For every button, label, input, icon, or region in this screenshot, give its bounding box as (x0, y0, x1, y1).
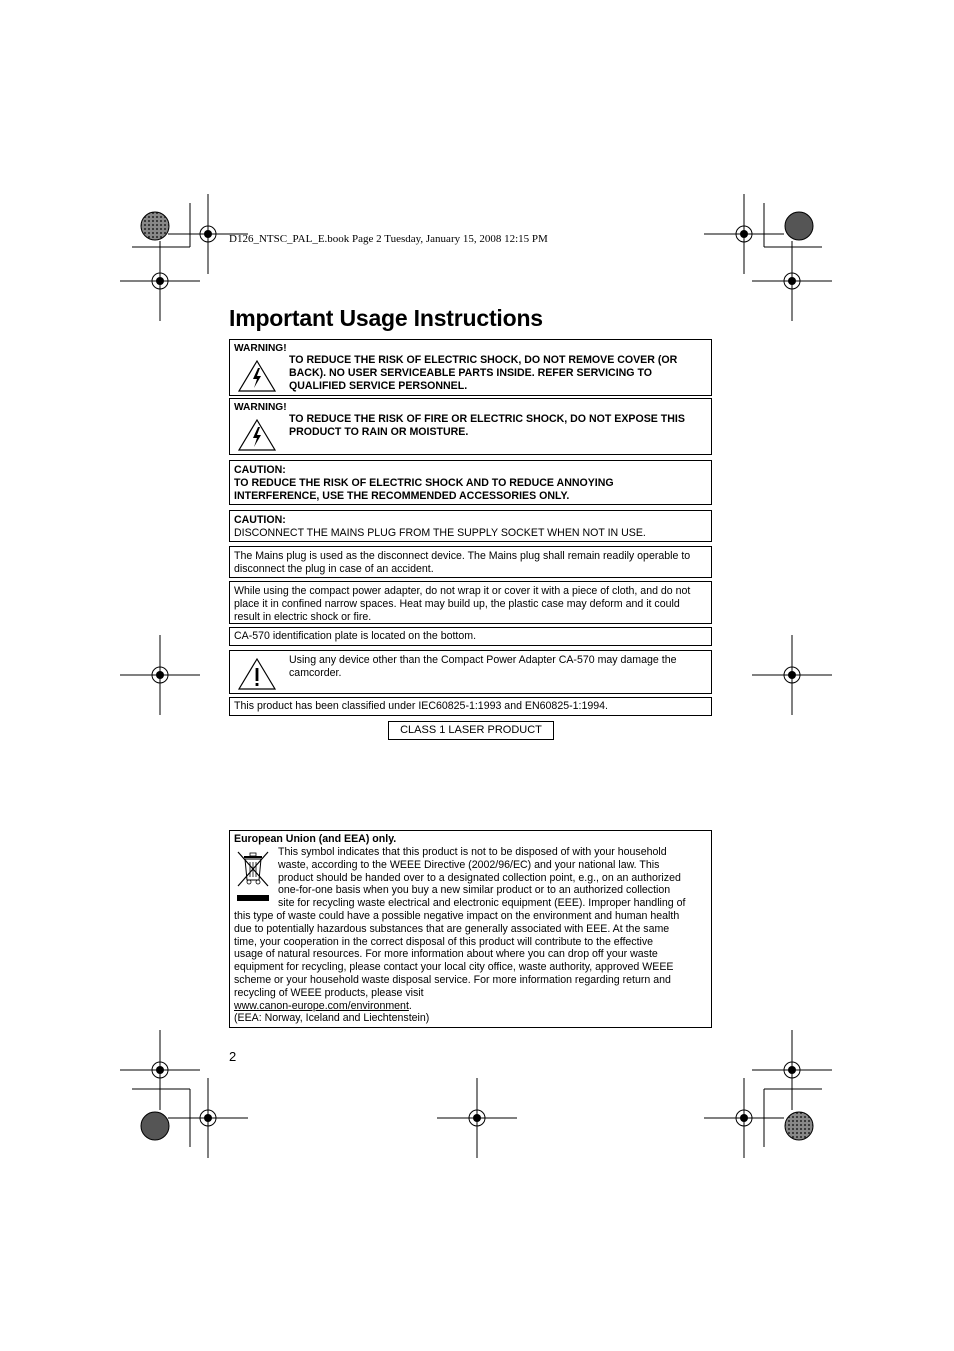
caution-box-accessories (229, 460, 712, 505)
eu-body-indented (278, 846, 707, 910)
eu-line: scheme or your household waste disposal service. For more information regarding return and (234, 973, 671, 986)
eu-line: product should be handed over to a designated collection point, e.g., on an authorized (278, 871, 681, 884)
caution-box-mains (229, 510, 712, 542)
adapter-warning-box (229, 650, 712, 694)
book-slug: D126_NTSC_PAL_E.book Page 2 Tuesday, January 15, 2008 12:15 PM (229, 233, 548, 245)
eu-line: this type of waste could have a possible negative impact on the environment and human health (234, 910, 680, 922)
page-number: 2 (229, 1049, 237, 1064)
lightning-triangle-icon (237, 418, 277, 452)
warning-label: WARNING! (234, 402, 287, 413)
warning-box-electric-shock (229, 339, 712, 396)
eu-line: waste, according to the WEEE Directive (2002/96/EC) and your national law. This (278, 858, 660, 871)
laser-class-label: CLASS 1 LASER PRODUCT (388, 721, 554, 740)
canon-environment-link[interactable]: www.canon-europe.com/environment (234, 999, 409, 1012)
warning-label: WARNING! (234, 343, 287, 354)
caution-text: TO REDUCE THE RISK OF ELECTRIC SHOCK AND TO REDUCE ANNOYING INTERFERENCE, USE THE RECOMMENDED ACCESSORIES ONLY. (234, 476, 614, 502)
eu-line: time, your cooperation in the correct disposal of this product will contribute to the effective (234, 935, 654, 948)
lightning-triangle-icon (237, 359, 277, 393)
caution-label: CAUTION: (234, 464, 286, 476)
eu-heading: European Union (and EEA) only. (234, 833, 397, 845)
note-text: While using the compact power adapter, do not wrap it or cover it with a piece of cloth, and do not place it in confined narrow spaces. Heat may build up, the plastic case may deform and it could result in electric shock or fire. (234, 585, 691, 623)
eu-line: usage of natural resources. For more information about where you can drop off your waste (234, 948, 658, 961)
link-suffix: . (408, 999, 412, 1012)
eu-body-full (234, 910, 709, 1025)
warning-text: TO REDUCE THE RISK OF FIRE OR ELECTRIC SHOCK, DO NOT EXPOSE THIS PRODUCT TO RAIN OR MOISTURE. (289, 413, 685, 438)
note-text: The Mains plug is used as the disconnect device. The Mains plug shall remain readily operable to disconnect the plug in case of an accident. (234, 550, 691, 575)
note-text: This product has been classified under IEC60825-1:1993 and EN60825-1:1994. (234, 700, 608, 712)
starburst-bottom-left (141, 1112, 169, 1140)
page-title: Important Usage Instructions (229, 305, 543, 331)
eu-line: site for recycling waste electrical and electronic equipment (EEE). Improper handling of (278, 897, 686, 910)
caution-text: DISCONNECT THE MAINS PLUG FROM THE SUPPLY SOCKET WHEN NOT IN USE. (234, 526, 646, 539)
note-text: CA-570 identification plate is located on the bottom. (234, 630, 477, 642)
eu-line: equipment for recycling, please contact your local city office, waste authority, approved WEEE (234, 961, 674, 974)
starburst-bottom-right (785, 1112, 813, 1140)
starburst-top-left (141, 212, 169, 240)
eu-weee-box (229, 830, 712, 1028)
warning-box-rain (229, 398, 712, 455)
mains-plug-note (229, 546, 712, 578)
adapter-heat-note (229, 581, 712, 624)
eu-line: due to potentially hazardous substances that are generally associated with EEE. At the same (234, 922, 670, 935)
exclamation-triangle-icon (237, 657, 277, 691)
classification-note (229, 697, 712, 716)
eea-note: (EEA: Norway, Iceland and Liechtenstein) (234, 1012, 430, 1025)
starburst-top-right (785, 212, 813, 240)
eu-link-line (234, 1000, 709, 1013)
id-plate-note (229, 627, 712, 646)
eu-line: This symbol indicates that this product is not to be disposed of with your household (278, 846, 667, 858)
warning-text: TO REDUCE THE RISK OF ELECTRIC SHOCK, DO NOT REMOVE COVER (OR BACK). NO USER SERVICEABLE PARTS INSIDE. REFER SERVICING TO QUALIFIED SERVICE PERSONNEL. (289, 354, 678, 392)
eu-line: recycling of WEEE products, please visit (234, 986, 424, 999)
crossed-bin-icon (234, 848, 274, 904)
note-text: Using any device other than the Compact Power Adapter CA-570 may damage the camcorder. (289, 654, 677, 679)
eu-line: one-for-one basis when you buy a new similar product or to an authorized collection (278, 884, 671, 897)
caution-label: CAUTION: (234, 514, 286, 526)
